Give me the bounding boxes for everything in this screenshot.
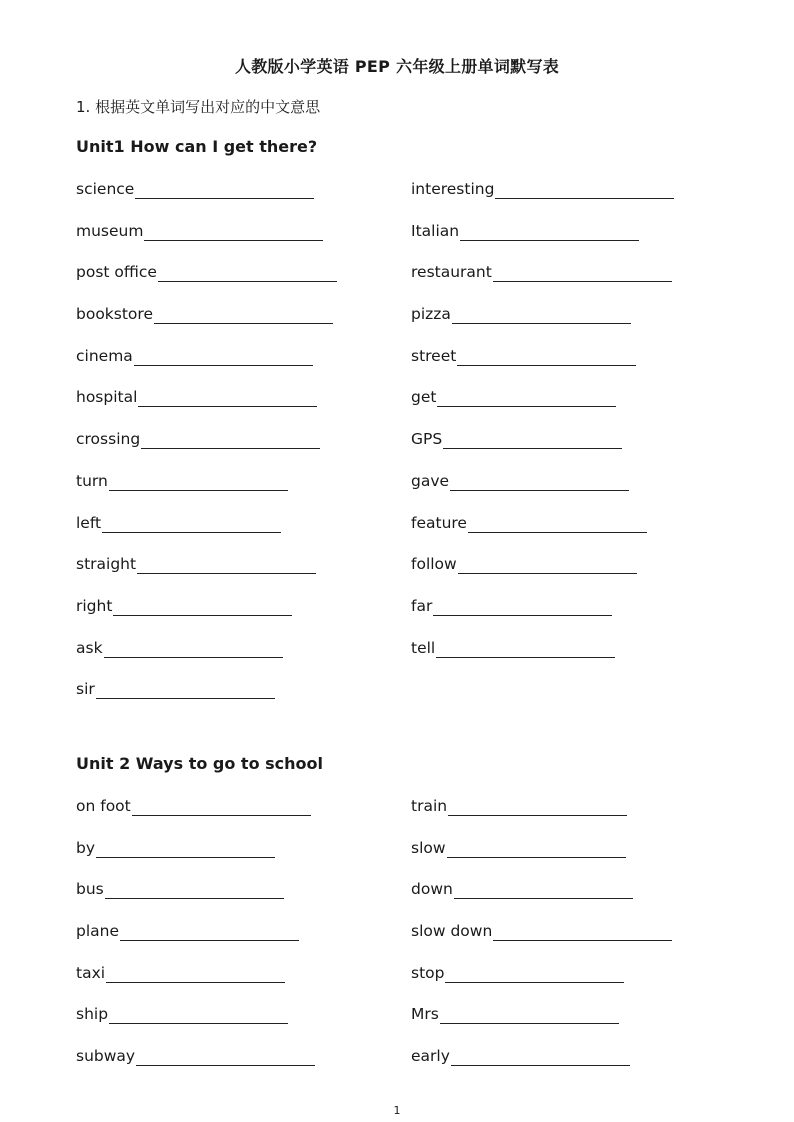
vocab-word: feature <box>411 513 467 532</box>
answer-blank[interactable] <box>445 967 624 983</box>
vocab-item <box>411 879 633 899</box>
vocab-item <box>76 963 285 983</box>
word-row <box>76 262 716 304</box>
vocab-item <box>76 471 288 491</box>
answer-blank[interactable] <box>447 842 626 858</box>
answer-blank[interactable] <box>457 350 636 366</box>
vocab-item <box>76 1046 315 1066</box>
vocab-item <box>411 262 672 282</box>
vocab-word: post office <box>76 263 157 282</box>
vocab-item <box>76 1004 288 1024</box>
vocab-item <box>76 387 317 407</box>
vocab-word: straight <box>76 555 137 574</box>
vocab-word: follow <box>411 555 457 574</box>
unit-1-word-list <box>76 179 716 721</box>
answer-blank[interactable] <box>493 925 672 941</box>
answer-blank[interactable] <box>104 642 283 658</box>
answer-blank[interactable] <box>437 391 616 407</box>
word-row <box>76 1004 716 1046</box>
vocab-word: interesting <box>411 180 495 198</box>
word-row <box>76 554 716 596</box>
answer-blank[interactable] <box>134 350 313 366</box>
word-row <box>76 796 716 838</box>
unit-2-word-list <box>76 796 716 1088</box>
word-row <box>76 596 716 638</box>
vocab-item <box>411 921 672 941</box>
answer-blank[interactable] <box>443 433 622 449</box>
vocab-item <box>411 1004 619 1024</box>
page-title: 人教版小学英语 PEP 六年级上册单词默写表 <box>234 57 560 76</box>
vocab-word: bus <box>76 880 104 899</box>
vocab-word: left <box>76 513 102 532</box>
answer-blank[interactable] <box>120 925 299 941</box>
answer-blank[interactable] <box>132 800 311 816</box>
answer-blank[interactable] <box>96 683 275 699</box>
word-row <box>76 838 716 880</box>
vocab-word: cinema <box>76 346 133 365</box>
answer-blank[interactable] <box>106 967 285 983</box>
answer-blank[interactable] <box>109 1008 288 1024</box>
page-number: 1 <box>393 1104 401 1117</box>
vocab-word: science <box>76 180 135 198</box>
vocab-item <box>411 387 616 407</box>
answer-blank[interactable] <box>154 308 333 324</box>
word-row <box>76 429 716 471</box>
answer-blank[interactable] <box>495 183 674 199</box>
answer-blank[interactable] <box>141 433 320 449</box>
vocab-item <box>76 596 292 616</box>
answer-blank[interactable] <box>493 266 672 282</box>
vocab-item <box>411 554 637 574</box>
vocab-word: right <box>76 596 113 615</box>
answer-blank[interactable] <box>158 266 337 282</box>
vocab-word: restaurant <box>411 263 492 282</box>
vocab-word: early <box>411 1047 450 1066</box>
vocab-item <box>411 513 647 533</box>
answer-blank[interactable] <box>440 1008 619 1024</box>
vocab-item <box>411 429 622 449</box>
vocab-word: tell <box>411 638 436 657</box>
instruction: 1. 根据英文单词写出对应的中文意思 <box>76 98 321 116</box>
vocab-item <box>411 963 624 983</box>
vocab-word: street <box>411 346 457 365</box>
answer-blank[interactable] <box>105 883 284 899</box>
vocab-word: plane <box>76 922 120 941</box>
answer-blank[interactable] <box>450 475 629 491</box>
vocab-word: taxi <box>76 963 106 982</box>
word-row <box>76 513 716 555</box>
vocab-item <box>411 796 627 816</box>
word-row <box>76 387 716 429</box>
answer-blank[interactable] <box>468 517 647 533</box>
answer-blank[interactable] <box>451 1050 630 1066</box>
vocab-word: by <box>76 838 96 857</box>
vocab-item <box>76 346 313 366</box>
vocab-word: on foot <box>76 797 131 815</box>
vocab-word: GPS <box>411 430 443 449</box>
unit-1-heading: Unit1 How can I get there? <box>76 137 318 156</box>
vocab-item <box>76 179 314 199</box>
vocab-word: museum <box>76 221 144 240</box>
vocab-item <box>76 221 323 241</box>
vocab-item <box>76 429 320 449</box>
vocab-item <box>76 554 316 574</box>
vocab-item <box>411 471 629 491</box>
vocab-item <box>76 262 337 282</box>
vocab-item <box>411 596 612 616</box>
vocab-word: slow down <box>411 922 493 941</box>
vocab-word: gave <box>411 471 450 490</box>
vocab-item <box>76 638 283 658</box>
vocab-word: bookstore <box>76 305 153 324</box>
vocab-word: far <box>411 596 433 615</box>
answer-blank[interactable] <box>109 475 288 491</box>
vocab-word: Mrs <box>411 1005 439 1024</box>
answer-blank[interactable] <box>454 883 633 899</box>
answer-blank[interactable] <box>113 600 292 616</box>
answer-blank[interactable] <box>436 642 615 658</box>
answer-blank[interactable] <box>137 558 316 574</box>
vocab-item <box>76 304 333 324</box>
vocab-item <box>76 879 284 899</box>
vocab-item <box>411 179 674 199</box>
answer-blank[interactable] <box>136 1050 315 1066</box>
unit-2-heading: Unit 2 Ways to go to school <box>76 754 323 773</box>
vocab-item <box>411 1046 630 1066</box>
word-row <box>76 679 716 721</box>
word-row <box>76 921 716 963</box>
answer-blank[interactable] <box>102 517 281 533</box>
vocab-word: crossing <box>76 430 141 449</box>
word-row <box>76 963 716 1005</box>
vocab-item <box>76 838 275 858</box>
vocab-item <box>411 304 631 324</box>
answer-blank[interactable] <box>433 600 612 616</box>
word-row <box>76 179 716 221</box>
vocab-word: Italian <box>411 221 460 240</box>
word-row <box>76 638 716 680</box>
word-row <box>76 471 716 513</box>
vocab-word: ship <box>76 1005 109 1024</box>
answer-blank[interactable] <box>448 800 627 816</box>
word-row <box>76 346 716 388</box>
vocab-item <box>411 346 636 366</box>
answer-blank[interactable] <box>458 558 637 574</box>
vocab-word: sir <box>76 680 95 699</box>
vocab-word: hospital <box>76 388 138 407</box>
answer-blank[interactable] <box>460 225 639 241</box>
vocab-word: down <box>411 880 453 899</box>
answer-blank[interactable] <box>144 225 323 241</box>
word-row <box>76 1046 716 1088</box>
vocab-item <box>411 221 639 241</box>
vocab-word: turn <box>76 471 108 490</box>
vocab-item <box>411 838 626 858</box>
answer-blank[interactable] <box>135 183 314 199</box>
vocab-item <box>411 638 615 658</box>
vocab-word: slow <box>411 838 446 857</box>
vocab-word: get <box>411 388 437 407</box>
answer-blank[interactable] <box>138 391 317 407</box>
answer-blank[interactable] <box>452 308 631 324</box>
vocab-word: train <box>411 797 448 815</box>
word-row <box>76 879 716 921</box>
vocab-item <box>76 921 299 941</box>
vocab-word: ask <box>76 638 103 657</box>
word-row <box>76 221 716 263</box>
vocab-item <box>76 679 275 699</box>
vocab-word: stop <box>411 963 445 982</box>
answer-blank[interactable] <box>96 842 275 858</box>
vocab-word: pizza <box>411 305 451 324</box>
vocab-item <box>76 513 281 533</box>
vocab-word: subway <box>76 1047 136 1066</box>
vocab-item <box>76 796 311 816</box>
word-row <box>76 304 716 346</box>
